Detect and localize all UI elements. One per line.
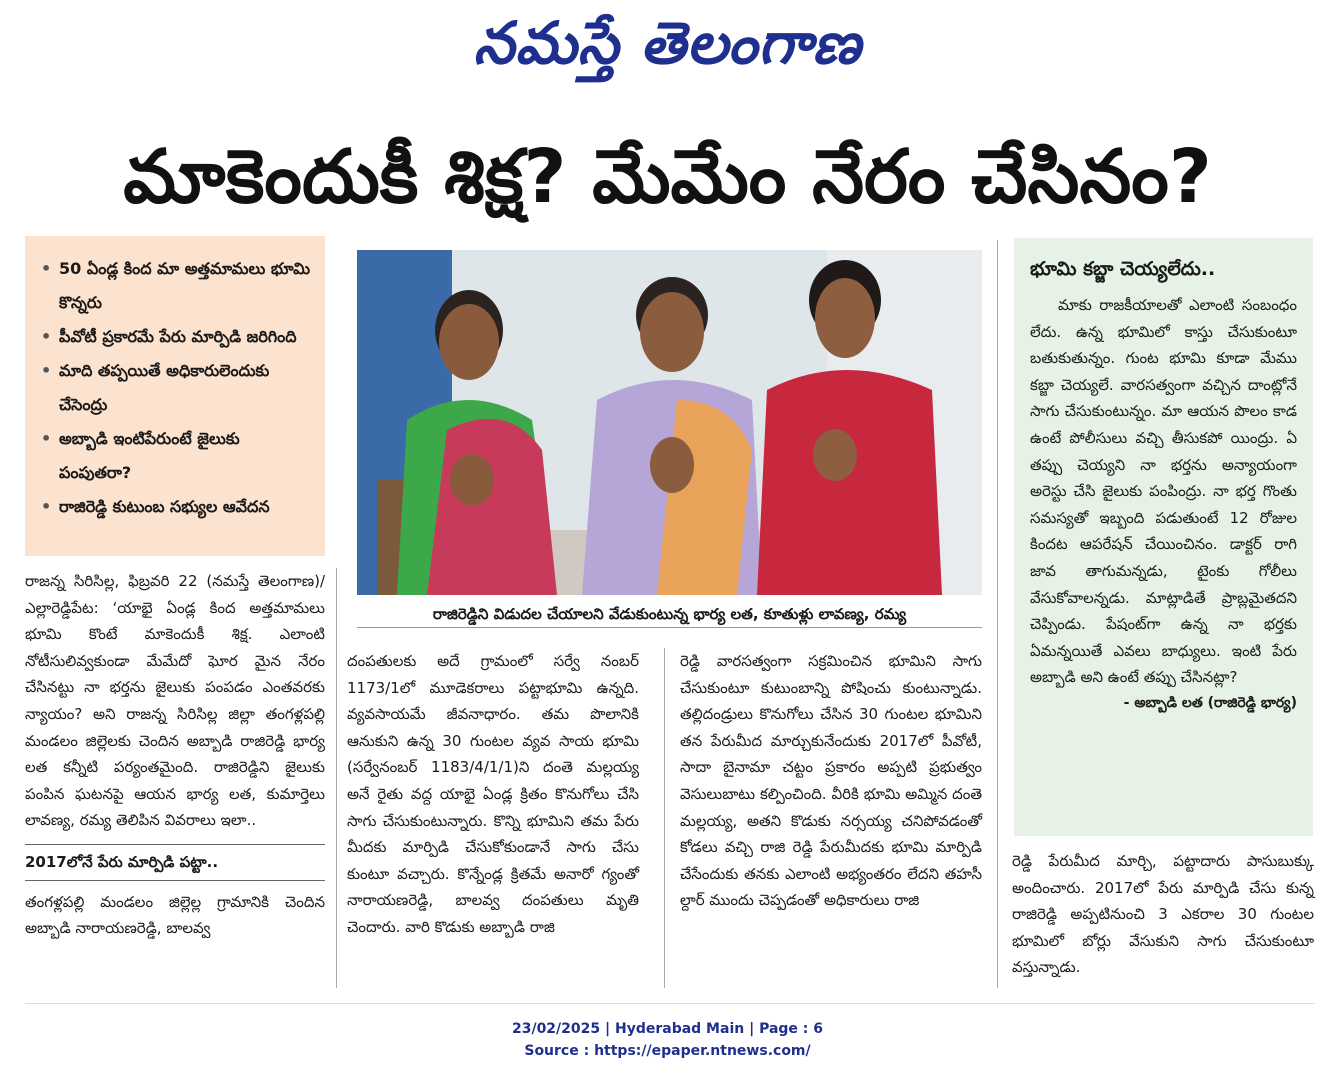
footer-divider (25, 1003, 1315, 1004)
article-paragraph: తంగళ్లపల్లి మండలం జిల్లెల్ల గ్రామానికి చెందిన అబ్బాడి నారాయణరెడ్డి, బాలవ్వ (25, 892, 325, 938)
article-column-3: రెడ్డి వారసత్వంగా సక్రమించిన భూమిని సాగు చేసుకుంటూ కుటుంబాన్ని పోషించు కుంటున్నాడు. తల్లిదండ్రులు కొనుగోలు చేసిన 30 గుంటల భూమిని తన పేరుమీద మార్చుకునేందుకు 2017లో పీవోటీ, సాదా బైనామా చట్టం ప్రకారం అప్పటి ప్రభుత్వం వెసులుబాటు కల్పించింది. వీరికి భూమి అమ్మిన దంతె మల్లయ్య, అతని కొడుకు నర్సయ్య చనిపోవడంతో కోడలు వచ్చి రాజి రెడ్డి పేరుమీదకు భూమి మార్పిడి చేసేందుకు తనకు ఎలాంటి అభ్యంతరం లేదని తహసీ ల్దార్ ముందు చెప్పడంతో అధికారులు రాజి (680, 652, 982, 910)
page-footer (0, 1018, 1335, 1062)
column-divider (997, 240, 998, 988)
article-column-1 (25, 568, 325, 942)
footer-source-link[interactable]: Source : https://epaper.ntnews.com/ (524, 1043, 811, 1059)
photo-caption: రాజిరెడ్డిని విడుదల చేయాలని వేడుకుంటున్న భార్య లత, కూతుళ్లు లావణ్య, రమ్య (357, 601, 982, 628)
quote-sidebox (1014, 238, 1313, 836)
highlights-box (25, 236, 325, 556)
sidebox-signature: - అబ్బాడి లత (రాజిరెడ్డి భార్య) (1123, 694, 1297, 711)
highlights-list (37, 252, 315, 524)
sidebox-body: మాకు రాజకీయాలతో ఎలాంటి సంబంధం లేదు. ఉన్న భూమిలో కాస్తు చేసుకుంటూ బతుకుతున్నం. గుంట భూమి కూడా మేము కబ్జా చెయ్యలే. వారసత్వంగా వచ్చిన దాంట్లోనే సాగు చేసుకుంటున్నం. మా ఆయన పొలం కాడ ఉంటే పోలీసులు వచ్చి తీసుకపో యింద్రు. ఏ తప్పు చెయ్యని నా భర్తను అన్యాయంగా అరెస్టు చేసి జైలుకు పంపింద్రు. నా భర్త గొంతు సమస్యతో ఇబ్బంది పడుతుంటే 12 రోజుల కిందట ఆపరేషన్ చేయించినం. డాక్టర్ రాగి జావ తాగుమన్నడు, టైంకు గోలీలు వేసుకోవాలన్నడు. మాట్లాడితే ప్రాబ్లమైతదని చెప్పిండు. పేషంట్‌గా ఉన్న నా భర్తకు ఏమన్నయితే ఎవలు బాధ్యులు. ఇంటి పేరు అబ్బాడి అని ఉంటే తప్పు చేసినట్లా? (1030, 296, 1297, 687)
highlight-item: • అబ్బాడి ఇంటిపేరుంటే జైలుకు పంపుతరా? (37, 422, 315, 490)
subheading: 2017లోనే పేరు మార్పిడి పట్టా.. (25, 844, 325, 881)
column-divider (664, 648, 665, 988)
headline: మాకెందుకీ శిక్ష? మేమేం నేరం చేసినం? (123, 134, 1212, 220)
highlight-item: • పీవోటీ ప్రకారమే పేరు మార్పిడి జరిగింది (37, 320, 315, 354)
highlight-item: • రాజిరెడ్డి కుటుంబ సభ్యుల ఆవేదన (37, 490, 315, 524)
article-column-4: రెడ్డి పేరుమీద మార్చి, పట్టాదారు పాసుబుక్కు అందించారు. 2017లో పేరు మార్పిడి చేసు కున్న రాజిరెడ్డి అప్పటినుంచి 3 ఎకరాల 30 గుంటల భూమిలో బోర్లు వేసుకుని సాగు చేసుకుంటూ వస్తున్నాడు. (1012, 852, 1314, 977)
column-divider (336, 568, 337, 988)
article-column-2: దంపతులకు అదే గ్రామంలో సర్వే నంబర్ 1173/1లో మూడెకరాలు పట్టాభూమి ఉన్నది. వ్యవసాయమే జీవనాధారం. తమ పొలానికి ఆనుకుని ఉన్న 30 గుంటల వ్యవ సాయ భూమి (సర్వేనంబర్ 1183/4/1/1)ని దంతె మల్లయ్య అనే రైతు వద్ద యాభై ఏండ్ల క్రితం కొనుగోలు చేసి సాగు చేసుకుంటున్నారు. కొన్ని భూమిని తమ పేరు మీదకు మార్పిడి చేసుకోకుండానే సాగు చేసు కుంటూ వచ్చారు. కొన్నేండ్ల క్రితమే అనారో గ్యంతో నారాయణరెడ్డి, బాలవ్వ దంపతులు మృతి చెందారు. వారి కొడుకు అబ్బాడి రాజి (347, 652, 639, 936)
sidebox-title: భూమి కబ్జా చెయ్యలేదు.. (1030, 258, 1216, 280)
highlight-item: • 50 ఏండ్ల కింద మా అత్తమామలు భూమి కొన్నరు (37, 252, 315, 320)
highlight-item: • మాది తప్పయితే అధికారులెందుకు చేసెంద్రు (37, 354, 315, 422)
masthead-logo: నమస్తే తెలంగాణ (473, 9, 862, 77)
news-photo (357, 250, 982, 595)
footer-edition: 23/02/2025 | Hyderabad Main | Page : 6 (511, 1021, 824, 1037)
article-paragraph: రాజన్న సిరిసిల్ల, ఫిబ్రవరి 22 (నమస్తే తెలంగాణ)/ఎల్లారెడ్డిపేట: ‘యాభై ఏండ్ల కింద అత్తమామలు భూమి కొంటే మాకెందుకీ శిక్ష. ఎలాంటి నోటీసులివ్వకుండా మేమేదో ఘోర మైన నేరం చేసినట్టు నా భర్తను జైలుకు పంపడం ఎంతవరకు న్యాయం? అని రాజన్న సిరిసిల్ల జిల్లా తంగళ్లపల్లి మండలం జిల్లెలకు చెందిన అబ్బాడి రాజిరెడ్డి భార్య లత కన్నీటి పర్యంతమైంది. రాజిరెడ్డిని జైలుకు పంపిన ఘటనపై ఆయన భార్య లత, కుమార్తెలు లావణ్య, రమ్య తెలిపిన వివరాలు ఇలా.. (25, 572, 325, 830)
three-women-photo-illustration (357, 250, 982, 595)
